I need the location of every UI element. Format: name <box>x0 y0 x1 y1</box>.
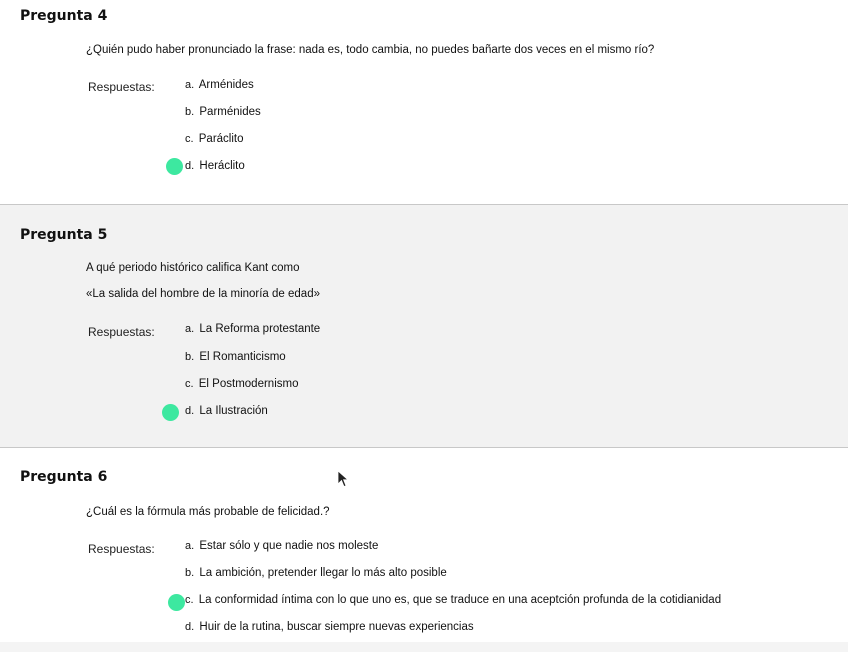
answer-option-c[interactable] <box>185 133 244 145</box>
answer-letter: d. <box>185 160 195 172</box>
selected-answer-marker-icon <box>166 158 183 175</box>
answer-option-b[interactable] <box>185 351 286 363</box>
bottom-edge <box>0 642 848 652</box>
answer-letter: a. <box>185 323 195 335</box>
answer-text: Parménides <box>199 106 261 118</box>
answer-option-b[interactable] <box>185 567 447 579</box>
question-text: A qué periodo histórico califica Kant como <box>86 262 300 274</box>
answer-option-d[interactable] <box>185 160 245 172</box>
mouse-pointer-icon <box>337 470 349 488</box>
answer-option-c[interactable] <box>185 378 298 390</box>
answer-letter: a. <box>185 540 195 552</box>
answer-option-b[interactable] <box>185 106 261 118</box>
answer-option-a[interactable] <box>185 323 320 335</box>
answer-text: El Postmodernismo <box>198 378 299 390</box>
answer-letter: b. <box>185 106 195 118</box>
answers-label: Respuestas: <box>88 542 155 556</box>
answer-option-a[interactable] <box>185 79 254 91</box>
question-title: Pregunta 5 <box>20 227 108 243</box>
answer-letter: c. <box>185 378 194 390</box>
answer-option-d[interactable] <box>185 405 268 417</box>
question-text: ¿Quién pudo haber pronunciado la frase: nada es, todo cambia, no puedes bañarte dos veces en el mismo río? <box>86 44 655 56</box>
answer-letter: b. <box>185 567 195 579</box>
answer-text: La ambición, pretender llegar lo más alto posible <box>199 567 447 579</box>
question-text: ¿Cuál es la fórmula más probable de felicidad.? <box>86 506 330 518</box>
question-5 <box>0 204 848 448</box>
question-quote: «La salida del hombre de la minoría de edad» <box>86 288 320 300</box>
answer-option-c[interactable] <box>185 594 721 606</box>
answer-text: El Romanticismo <box>199 351 286 363</box>
question-6 <box>0 448 848 652</box>
answer-option-d[interactable] <box>185 621 474 633</box>
question-title: Pregunta 4 <box>20 8 108 24</box>
answers-label: Respuestas: <box>88 325 155 339</box>
answer-text: Estar sólo y que nadie nos moleste <box>199 540 379 552</box>
question-4 <box>0 0 848 204</box>
selected-answer-marker-icon <box>168 594 185 611</box>
answer-option-a[interactable] <box>185 540 378 552</box>
answer-text: Arménides <box>198 79 254 91</box>
selected-answer-marker-icon <box>162 404 179 421</box>
answer-text: Heráclito <box>199 160 245 172</box>
answer-letter: d. <box>185 405 195 417</box>
answer-letter: a. <box>185 79 195 91</box>
answer-letter: c. <box>185 133 194 145</box>
answer-letter: b. <box>185 351 195 363</box>
question-title: Pregunta 6 <box>20 469 108 485</box>
answer-text: La conformidad íntima con lo que uno es, que se traduce en una aceptción profunda de la cotidianidad <box>198 594 722 606</box>
answer-letter: d. <box>185 621 195 633</box>
answer-letter: c. <box>185 594 194 606</box>
answer-text: Paráclito <box>198 133 244 145</box>
answers-label: Respuestas: <box>88 80 155 94</box>
answer-text: La Reforma protestante <box>199 323 321 335</box>
answer-text: Huir de la rutina, buscar siempre nuevas experiencias <box>199 621 474 633</box>
answer-text: La Ilustración <box>199 405 268 417</box>
